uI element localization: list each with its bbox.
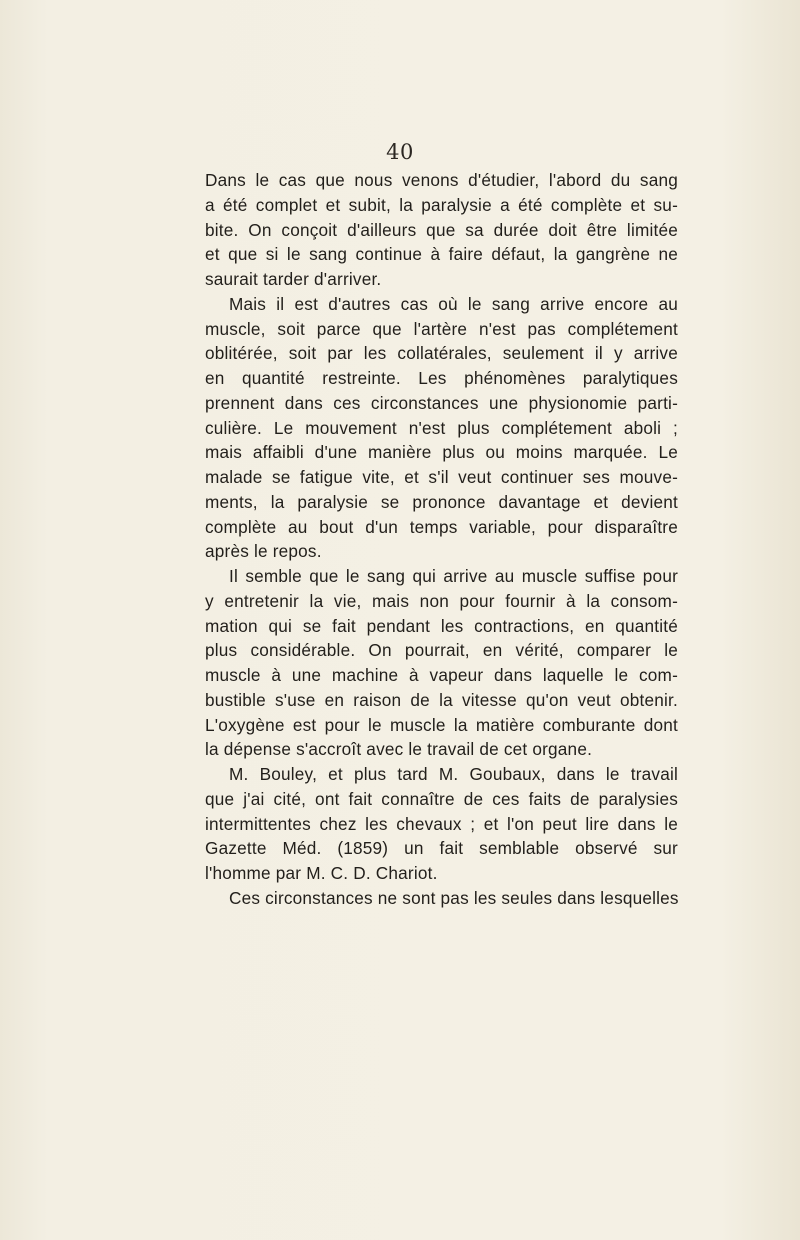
text-line: oblitérée, soit par les collatérales, seulement il y arrive <box>205 343 678 364</box>
text-line: la dépense s'accroît avec le travail de cet organe. <box>205 739 593 760</box>
text-line: Ces circonstances ne sont pas les seules dans lesquelles <box>229 887 679 908</box>
text-line: et que si le sang continue à faire défaut, la gangrène ne <box>205 244 678 265</box>
text-line: après le repos. <box>205 541 322 562</box>
text-line: bite. On conçoit d'ailleurs que sa durée doit être limitée <box>205 219 678 240</box>
text-line: intermittentes chez les chevaux ; et l'on peut lire dans le <box>205 813 678 834</box>
page-number: 40 <box>386 140 414 164</box>
text-line: muscle, soit parce que l'artère n'est pas complétement <box>205 318 678 339</box>
text-line: muscle à une machine à vapeur dans laquelle le com- <box>205 665 678 685</box>
text-line: saurait tarder d'arriver. <box>205 269 382 289</box>
text-line: Dans le cas que nous venons d'étudier, l'abord du sang <box>205 170 678 190</box>
text-line: y entretenir la vie, mais non pour fournir à la consom- <box>205 590 678 611</box>
text-line: L'oxygène est pour le muscle la matière comburante dont <box>205 714 678 735</box>
text-line: Mais il est d'autres cas où le sang arrive encore au <box>229 293 678 314</box>
body-text <box>205 168 678 911</box>
text-line: mation qui se fait pendant les contractions, en quantité <box>205 615 678 636</box>
text-line: prennent dans ces circonstances une physionomie parti- <box>205 392 678 413</box>
text-line: que j'ai cité, ont fait connaître de ces faits de paralysies <box>205 788 678 809</box>
text-line: en quantité restreinte. Les phénomènes paralytiques <box>205 368 678 388</box>
text-line: Il semble que le sang qui arrive au muscle suffise pour <box>229 566 678 586</box>
text-line: bustible s'use en raison de la vitesse qu'on veut obtenir. <box>205 689 678 710</box>
text-line: a été complet et subit, la paralysie a été complète et su- <box>205 194 678 215</box>
text-line: ments, la paralysie se prononce davantage et devient <box>205 491 678 512</box>
text-line: Gazette Méd. (1859) un fait semblable observé sur <box>205 838 678 859</box>
text-line: culière. Le mouvement n'est plus complétement aboli ; <box>205 417 678 438</box>
text-line: l'homme par M. C. D. Chariot. <box>205 863 438 883</box>
text-line: mais affaibli d'une manière plus ou moins marquée. Le <box>205 442 678 463</box>
text-line: plus considérable. On pourrait, en vérité, comparer le <box>205 640 678 661</box>
text-line: complète au bout d'un temps variable, pour disparaître <box>205 516 678 537</box>
text-line: M. Bouley, et plus tard M. Goubaux, dans le travail <box>229 764 678 784</box>
text-line: malade se fatigue vite, et s'il veut continuer ses mouve- <box>205 467 678 487</box>
